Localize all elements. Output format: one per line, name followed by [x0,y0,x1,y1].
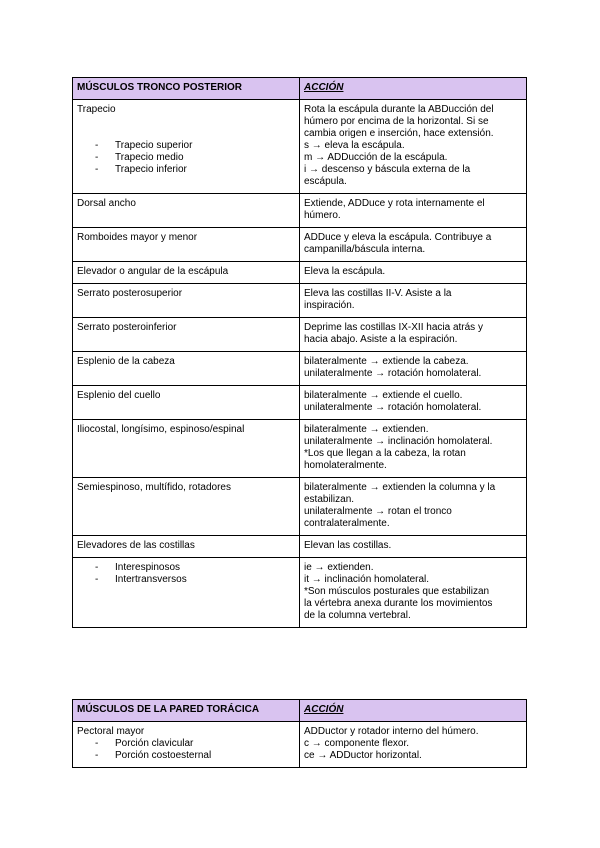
action-line: i → descenso y báscula externa de la [304,164,471,175]
header-action: ACCIÓN [300,700,527,722]
action-line: cambia origen e inserción, hace extensión. [304,128,494,139]
table-row [73,722,527,768]
table-row [73,228,527,262]
action-cell [300,386,527,420]
action-line: húmero por encima de la horizontal. Si se [304,116,489,127]
table-row [73,352,527,386]
action-line: Rota la escápula durante la ABDucción del [304,104,494,115]
action-line: m → ADDucción de la escápula. [304,152,448,163]
table-row [73,100,527,194]
table-row [73,536,527,558]
action-line: s → eleva la escápula. [304,140,405,151]
dash-bullet: - [95,750,99,761]
muscle-cell [73,228,300,262]
action-line: ie → extienden. [304,562,374,573]
action-line: ADDuce y eleva la escápula. Contribuye a [304,232,492,243]
sub-muscle-item [77,140,295,152]
sub-muscle-item [77,152,295,164]
action-line: bilateralmente → extienden. [304,424,429,435]
muscle-cell [73,284,300,318]
action-cell [300,318,527,352]
sub-muscle-item [77,562,295,574]
table-header-row [73,700,527,722]
action-line: unilateralmente → rotación homolateral. [304,402,482,413]
sub-muscle-item [77,574,295,586]
table-row [73,420,527,478]
sub-muscle-item [77,738,295,750]
sub-muscle-name: Trapecio medio [115,152,184,163]
action-line: húmero. [304,210,341,221]
table-row [73,194,527,228]
muscle-cell [73,722,300,768]
header-muscles: MÚSCULOS TRONCO POSTERIOR [73,78,300,100]
muscle-cell [73,262,300,284]
action-cell [300,420,527,478]
sub-muscle-name: Porción costoesternal [115,750,212,761]
action-line: campanilla/báscula interna. [304,244,426,255]
muscle-cell [73,536,300,558]
action-line: escápula. [304,176,347,187]
action-line: *Los que llegan a la cabeza, la rotan [304,448,466,459]
dash-bullet: - [95,164,99,175]
action-line: Eleva las costillas II-V. Asiste a la [304,288,452,299]
sub-muscle-item [77,750,295,762]
action-line: unilateralmente → rotación homolateral. [304,368,482,379]
muscle-cell [73,352,300,386]
action-line: inspiración. [304,300,355,311]
muscle-name: Elevadores de las costillas [77,540,195,551]
dash-bullet: - [95,738,99,749]
action-line: de la columna vertebral. [304,610,411,621]
table-pared-toracica [72,699,527,768]
action-cell [300,284,527,318]
table-row [73,284,527,318]
muscle-name: Esplenio de la cabeza [77,356,175,367]
muscle-name: Serrato posterosuperior [77,288,183,299]
sub-muscle-name: Trapecio superior [115,140,193,151]
muscle-cell [73,100,300,194]
action-cell [300,228,527,262]
action-line: Deprime las costillas IX-XII hacia atrás y [304,322,483,333]
sub-muscle-name: Trapecio inferior [115,164,187,175]
action-line: bilateralmente → extiende el cuello. [304,390,463,401]
muscle-name: Romboides mayor y menor [77,232,198,243]
action-cell [300,352,527,386]
action-cell [300,536,527,558]
muscle-name: Serrato posteroinferior [77,322,177,333]
muscle-cell [73,478,300,536]
action-line: ADDuctor y rotador interno del húmero. [304,726,479,737]
sub-muscle-item [77,164,295,176]
action-line: bilateralmente → extienden la columna y la [304,482,496,493]
action-line: Elevan las costillas. [304,540,392,551]
action-line: Extiende, ADDuce y rota internamente el [304,198,485,209]
action-cell [300,478,527,536]
action-line: la vértebra anexa durante los movimientos [304,598,493,609]
muscle-cell [73,318,300,352]
action-cell [300,100,527,194]
table-row [73,558,527,628]
header-muscles: MÚSCULOS DE LA PARED TORÁCICA [73,700,300,722]
muscle-name: Trapecio [77,104,116,115]
muscle-cell [73,194,300,228]
action-cell [300,262,527,284]
table-row [73,386,527,420]
table-tronco-posterior [72,77,527,628]
action-line: homolateralmente. [304,460,387,471]
table-row [73,478,527,536]
muscle-name: Elevador o angular de la escápula [77,266,229,277]
muscle-name: Iliocostal, longísimo, espinoso/espinal [77,424,245,435]
sub-muscle-name: Porción clavicular [115,738,194,749]
dash-bullet: - [95,140,99,151]
spacer [77,116,295,140]
table-row [73,262,527,284]
action-line: unilateralmente → rotan el tronco [304,506,452,517]
action-line: bilateralmente → extiende la cabeza. [304,356,469,367]
table-header-row [73,78,527,100]
action-line: estabilizan. [304,494,355,505]
action-line: unilateralmente → inclinación homolateral. [304,436,493,447]
dash-bullet: - [95,574,99,585]
action-cell [300,722,527,768]
header-action: ACCIÓN [300,78,527,100]
dash-bullet: - [95,152,99,163]
muscle-name: Pectoral mayor [77,726,145,737]
muscle-cell [73,386,300,420]
sub-muscle-name: Intertransversos [115,574,187,585]
action-line: c → componente flexor. [304,738,410,749]
table-row [73,318,527,352]
action-line: Eleva la escápula. [304,266,386,277]
action-line: it → inclinación homolateral. [304,574,430,585]
action-line: ce → ADDuctor horizontal. [304,750,422,761]
action-cell [300,194,527,228]
sub-muscle-name: Interespinosos [115,562,181,573]
muscle-cell [73,558,300,628]
muscle-name: Dorsal ancho [77,198,136,209]
muscle-name: Semiespinoso, multífido, rotadores [77,482,231,493]
action-line: *Son músculos posturales que estabilizan [304,586,490,597]
muscle-cell [73,420,300,478]
action-line: hacia abajo. Asiste a la espiración. [304,334,458,345]
action-line: contralateralmente. [304,518,390,529]
dash-bullet: - [95,562,99,573]
action-cell [300,558,527,628]
muscle-name: Esplenio del cuello [77,390,161,401]
